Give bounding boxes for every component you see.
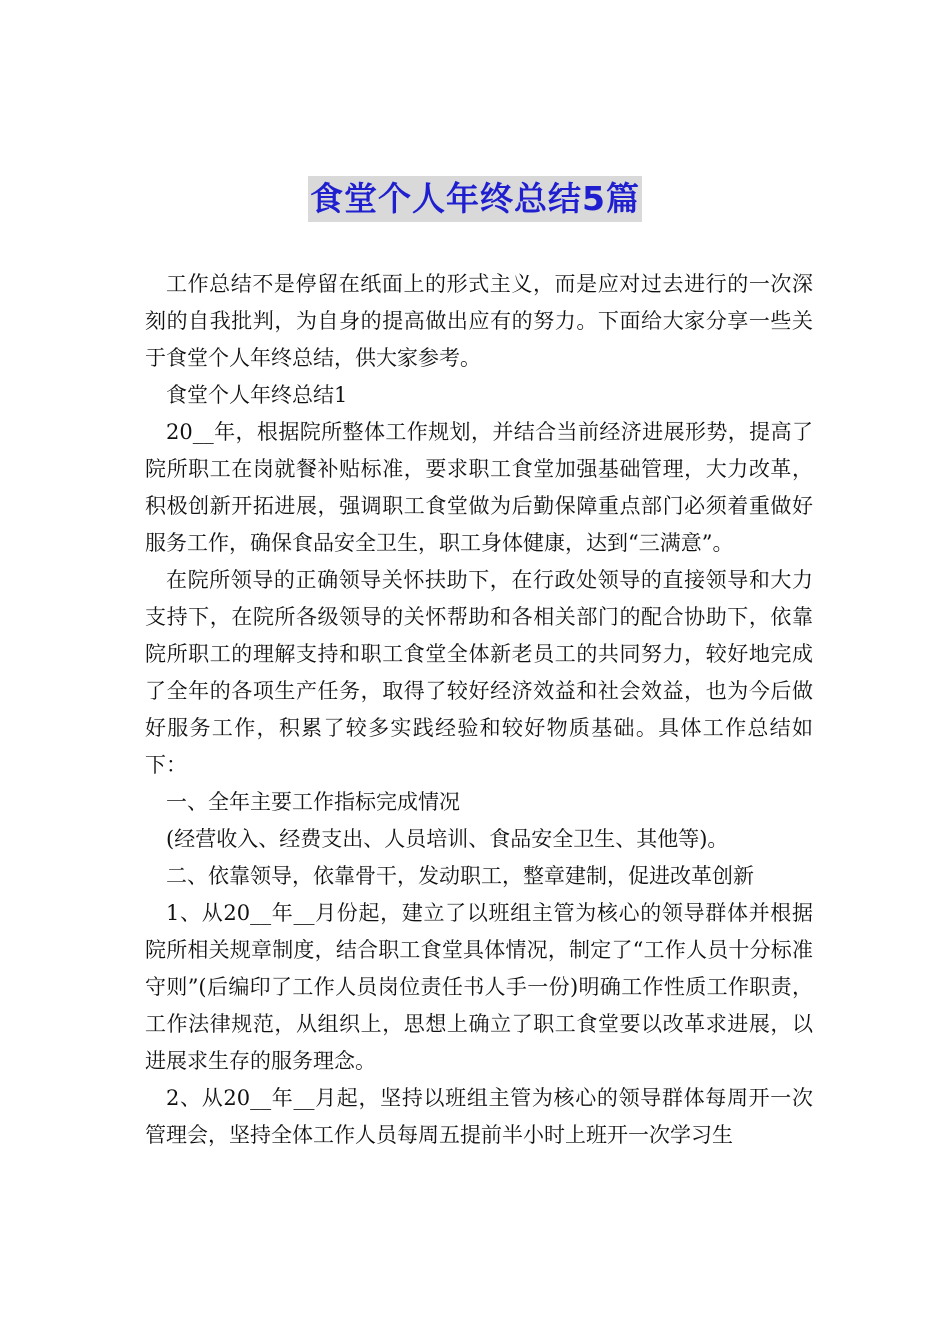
body-paragraph: (经营收入、经费支出、人员培训、食品安全卫生、其他等)。 [166, 827, 729, 851]
subheading: 二、依靠领导，依靠骨干，发动职工，整章建制，促进改革创新 [166, 864, 754, 888]
document-title: 食堂个人年终总结5篇 [308, 176, 642, 222]
intro-paragraph: 工作总结不是停留在纸面上的形式主义，而是应对过去进行的一次深刻的自我批判，为自身的提高做出应有的努力。下面给大家分享一些关于食堂个人年终总结，供大家参考。 [145, 272, 813, 370]
list-item: 1、从20__年__月份起，建立了以班组主管为核心的领导群体并根据院所相关规章制度，结合职工食堂具体情况，制定了“工作人员十分标准守则”(后编印了工作人员岗位责任书人手一份)明确工作性质工作职责，工作法律规范，从组织上，思想上确立了职工食堂要以改革求进展，以进展求生存的服务理念。 [145, 901, 813, 1073]
list-item: 2、从20__年__月起，坚持以班组主管为核心的领导群体每周开一次管理会，坚持全体工作人员每周五提前半小时上班开一次学习生 [145, 1086, 813, 1147]
title-container [0, 176, 950, 222]
body-paragraph: 20__年，根据院所整体工作规划，并结合当前经济进展形势，提高了院所职工在岗就餐补贴标准，要求职工食堂加强基础管理，大力改革，积极创新开拓进展，强调职工食堂做为后勤保障重点部门必须着重做好服务工作，确保食品安全卫生，职工身体健康，达到“三满意”。 [145, 420, 813, 555]
body-paragraph: 在院所领导的正确领导关怀扶助下，在行政处领导的直接领导和大力支持下，在院所各级领导的关怀帮助和各相关部门的配合协助下，依靠院所职工的理解支持和职工食堂全体新老员工的共同努力，较好地完成了全年的各项生产任务，取得了较好经济效益和社会效益，也为今后做好服务工作，积累了较多实践经验和较好物质基础。具体工作总结如下： [145, 568, 813, 777]
subheading: 一、全年主要工作指标完成情况 [166, 790, 460, 814]
document-body [145, 266, 813, 1154]
section-heading-1: 食堂个人年终总结1 [166, 383, 348, 407]
